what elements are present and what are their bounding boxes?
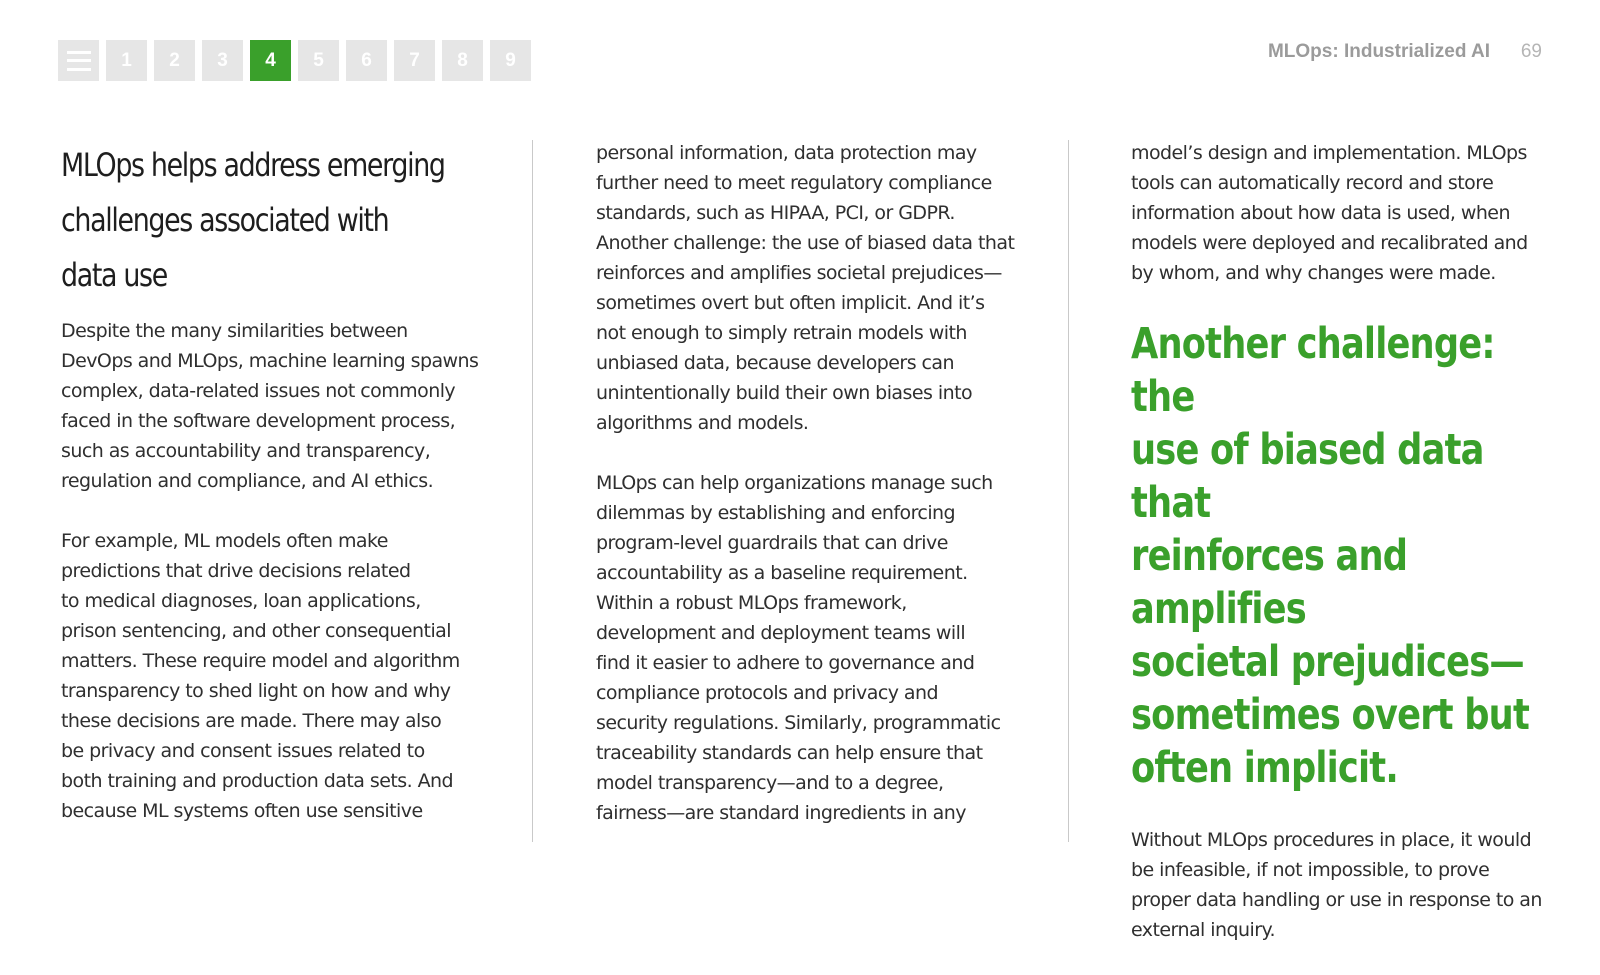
page-2-button[interactable]: 2	[154, 40, 195, 81]
column-3	[1131, 138, 1551, 975]
page-5-button[interactable]: 5	[298, 40, 339, 81]
column-divider	[1068, 140, 1069, 842]
pull-quote: Another challenge: the use of biased data that reinforces and amplifies societal prejudices— sometimes overt but often implicit.	[1131, 319, 1529, 793]
page-7-button[interactable]: 7	[394, 40, 435, 81]
body-paragraph: model’s design and implementation. MLOps tools can automatically record and store information about how data is used, when models were deployed and recalibrated and by whom, and why changes were made.	[1131, 142, 1528, 284]
section-heading: MLOps helps address emerging challenges associated with data use	[61, 146, 445, 294]
body-paragraph: MLOps can help organizations manage such dilemmas by establishing and enforcing program-level guardrails that can drive accountability as a baseline requirement. Within a robust MLOps framework, development and deployment teams will find it easier to adhere to governance and compliance protocols and privacy and security regulations. Similarly, programmatic traceability standards can help ensure that model transparency—and to a degree, fairness—are standard ingredients in any	[596, 472, 1001, 824]
body-paragraph: Despite the many similarities between DevOps and MLOps, machine learning spawns complex, data-related issues not commonly faced in the software development process, such as accountability and transparency, regulation and compliance, and AI ethics.	[61, 320, 479, 492]
page-6-button[interactable]: 6	[346, 40, 387, 81]
menu-button[interactable]	[58, 40, 99, 81]
page-1-button[interactable]: 1	[106, 40, 147, 81]
body-paragraph: For example, ML models often make predictions that drive decisions related to medical diagnoses, loan applications, prison sentencing, and other consequential matters. These require model and algorithm transparency to shed light on how and why these decisions are made. There may also be privacy and consent issues related to both training and production data sets. And because ML systems often use sensitive	[61, 530, 460, 822]
page-8-button[interactable]: 8	[442, 40, 483, 81]
column-2	[596, 138, 1016, 858]
hamburger-menu-icon	[67, 51, 91, 71]
column-1	[61, 138, 481, 856]
page-4-button-active[interactable]: 4	[250, 40, 291, 81]
body-paragraph: Without MLOps procedures in place, it would be infeasible, if not impossible, to prove proper data handling or use in response to an external inquiry.	[1131, 829, 1542, 941]
page-number: 69	[1520, 41, 1542, 62]
column-divider	[532, 140, 533, 842]
page-3-button[interactable]: 3	[202, 40, 243, 81]
body-paragraph: personal information, data protection may further need to meet regulatory compliance standards, such as HIPAA, PCI, or GDPR. Another challenge: the use of biased data that reinforces and amplifies societal prejudices— sometimes overt but often implicit. And it’s not enough to simply retrain models with unbiased data, because developers can unintentionally build their own biases into algorithms and models.	[596, 142, 1015, 434]
document-title: MLOps: Industrialized AI	[1267, 41, 1490, 62]
page-navigation	[58, 40, 531, 82]
page-9-button[interactable]: 9	[490, 40, 531, 81]
